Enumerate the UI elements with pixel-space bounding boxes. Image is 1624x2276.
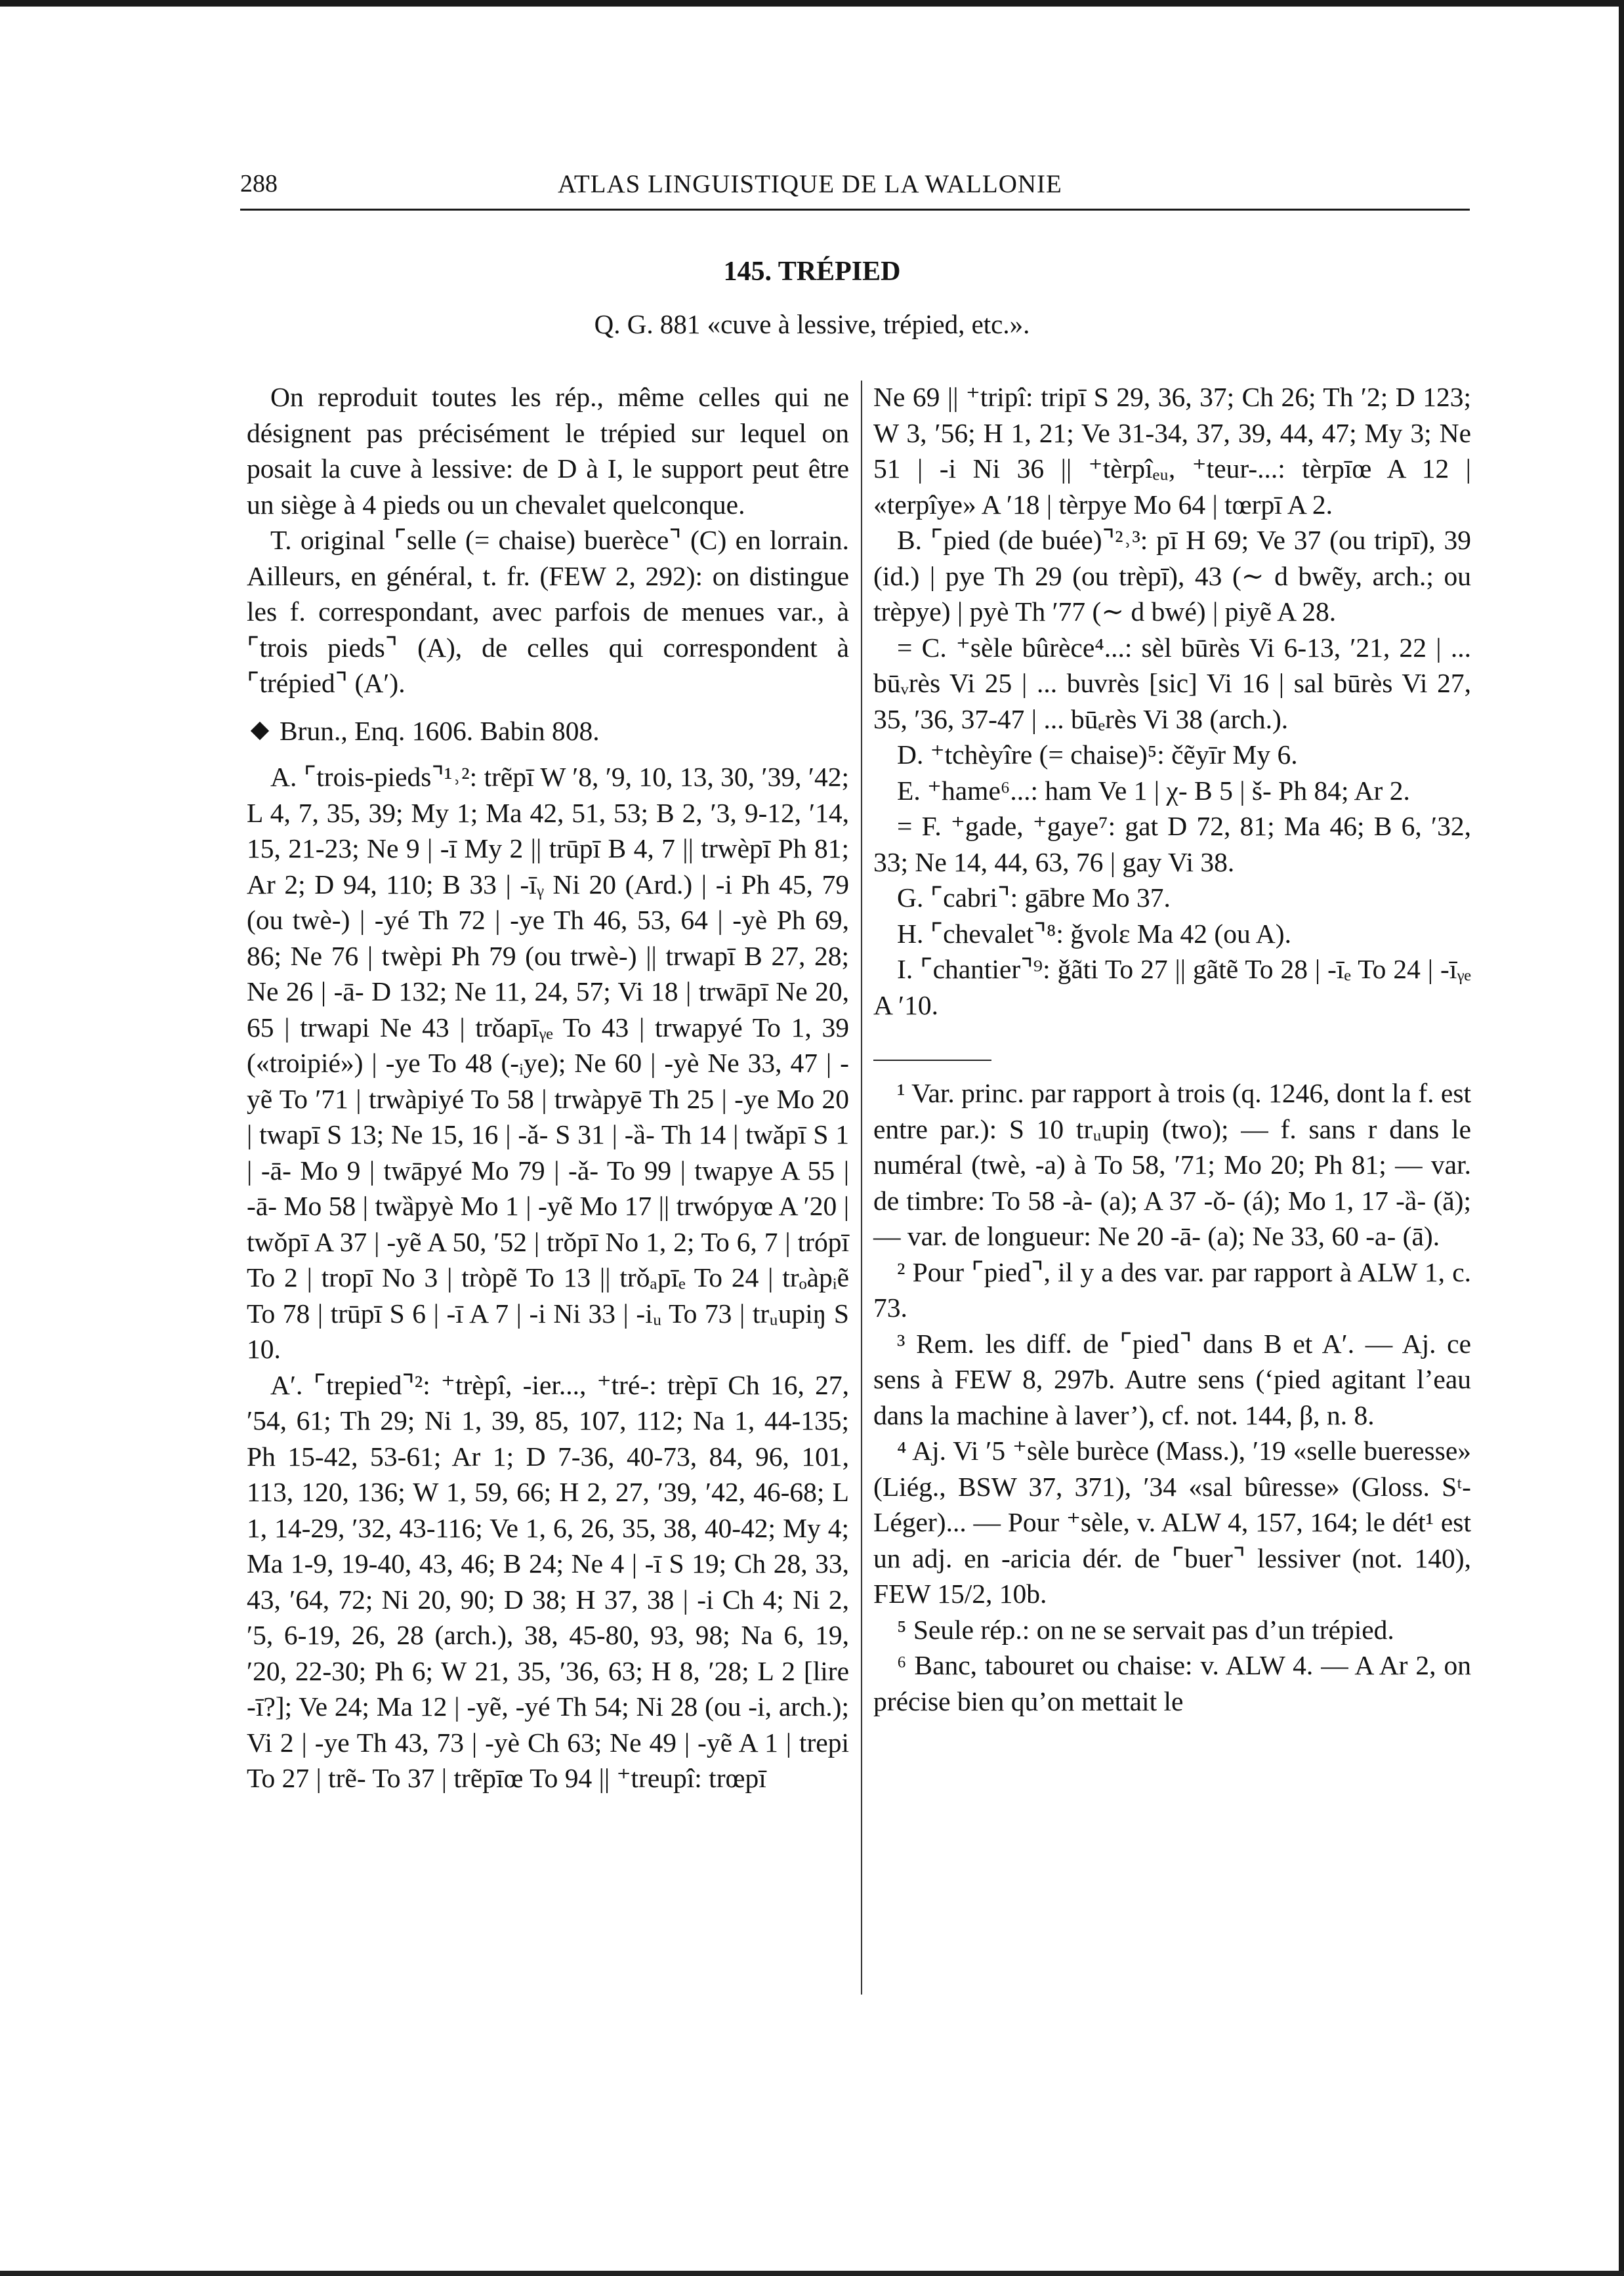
page-number: 288 <box>240 170 278 197</box>
right-column <box>873 379 1471 1719</box>
article-title: 145. TRÉPIED <box>723 257 901 287</box>
running-head: ATLAS LINGUISTIQUE DE LA WALLONIE <box>558 170 1062 198</box>
section-a-prime: A′. ⌜trepied⌝²: ⁺trèpî, -ier..., ⁺tré-: trèpī Ch 16, 27, ′54, 61; Th 29; Ni 1, 39, 85, 107, 112; Na 1, 44-135; Ph 15-42, 53-61; Ar 1; D 7-36, 40-73, 84, 96, 101, 113, 120, 136; W 1, 59, 66; H 2, 27, ′39, ′42, 46-68; L 1, 14-29, ′32, 43-116; Ve 1, 6, 26, 35, 38, 40-42; My 4; Ma 1-9, 19-40, 43, 46; B 24; Ne 4 | -ī S 19; Ch 28, 33, 43, ′64, 72; Ni 20, 90; D 38; H 37, 38 | -i Ch 4; Ni 2, ′5, 6-19, 26, 28 (arch.), 38, 45-80, 93, 98; Na 6, 19, ′20, 22-30; Ph 6; W 21, 35, ′36, 63; H 8, ′28; L 2 [lire -ī?]; Ve 24; Ma 12 | -yẽ, -yé Th 54; Ni 28 (ou -i, arch.); Vi 2 | -ye Th 43, 73 | -yè Ch 63; Ne 49 | -yẽ A 1 | trepi To 27 | trẽ- To 37 | trẽpīœ To 94 || ⁺treupî: trœpī <box>247 1369 849 1793</box>
scan-border-bottom <box>0 2271 1624 2276</box>
section-a: A. ⌜trois-pieds⌝¹˒²: trẽpī W ′8, ′9, 10, 13, 30, ′39, ′42; L 4, 7, 35, 39; My 1; Ma 42, 51, 53; B 2, ′3, 9-12, ′14, 15, 21-23; Ne 9 | -ī My 2 || trūpī B 4, 7 || trwèpī Ph 81; Ar 2; D 94, 110; B 33 | -īᵧ Ni 20 (Ard.) | -i Ph 45, 79 (ou twè-) | -yé Th 72 | -ye Th 46, 53, 64 | -yè Ph 69, 86; Ne 76 | twèpi Ph 79 (ou trwè-) || trwapī B 27, 28; Ne 26 | -ā- D 132; Ne 11, 24, 57; Vi 18 | trwāpī Ne 20, 65 | trwapi Ne 43 | trǒapīᵧₑ To 43 | trwapyé To 1, 39 («troipié») | -ye To 48 (-ᵢye); Ne 60 | -yè Ne 33, 47 | -yẽ To ′71 | trwàpiyé To 58 | trwàpyē Th 25 | -ye Mo 20 | twapī S 13; Ne 15, 16 | -ǎ- S 31 | -ȁ- Th 14 | twǎpī S 1 | -ā- Mo 9 | twāpyé Mo 79 | -ǎ- To 99 | twapye A 55 | -ā- Mo 58 | twȁpyè Mo 1 | -yẽ Mo 17 || trwópyœ A ′20 | twǒpī A 37 | -yẽ A 50, ′52 | trǒpī No 1, 2; To 6, 7 | trópī To 2 | tropī No 3 | tròpẽ To 13 || trǒₐpīₑ To 24 | trₒàpᵢẽ To 78 | trūpī S 6 | -ī A 7 | -i Ni 33 | -iᵤ To 73 | trᵤupiŋ S 10. <box>247 762 849 1364</box>
section-h: H. ⌜chevalet⌝⁸: ǧvolɛ Ma 42 (ou A). <box>897 918 1291 949</box>
article-subtitle: Q. G. 881 «cuve à lessive, trépied, etc.». <box>594 309 1030 339</box>
section-g: G. ⌜cabri⌝: gābre Mo 37. <box>897 882 1171 913</box>
section-c: = C. ⁺sèle bûrèce⁴...: sèl būrès Vi 6-13, ′21, 22 | ... būᵥrès Vi 25 | ... buvrès [sic] Vi 16 | sal būrès Vi 27, 35, ′36, 37-47 | ... būₑrès Vi 38 (arch.). <box>873 632 1471 734</box>
column-divider <box>861 381 862 1995</box>
header-rule <box>240 209 1470 211</box>
footnotes <box>873 1075 1471 1719</box>
footnote: ² Pour ⌜pied⌝, il y a des var. par rapport à ALW 1, c. 73. <box>873 1256 1471 1323</box>
diamond-bullet-icon <box>251 721 269 739</box>
section-i: I. ⌜chantier⌝⁹: ǧãti To 27 || gãtẽ To 28 | -īₑ To 24 | -īᵧₑ A ′10. <box>873 954 1471 1020</box>
left-column <box>247 379 849 1796</box>
intro-paragraph: On reproduit toutes les rép., même celles qui ne désignent pas précisément le trépied sur lequel on posait la cuve à lessive: de D à I, le support peut être un siège à 4 pieds ou un chevalet quelconque. <box>247 382 849 520</box>
section-d: D. ⁺tchèyîre (= chaise)⁵: čẽyīr My 6. <box>897 739 1298 770</box>
footnote: ⁴ Aj. Vi ′5 ⁺sèle burèce (Mass.), ′19 «selle bueresse» (Liég., BSW 37, 371), ′34 «sal bûresse» (Gloss. Sᵗ-Léger)... — Pour ⁺sèle, v. ALW 4, 157, 164; le dét¹ est un adj. en -aricia dér. de ⌜buer⌝ lessiver (not. 140), FEW 15/2, 10b. <box>873 1436 1471 1609</box>
footnote: ¹ Var. princ. par rapport à trois (q. 1246, dont la f. est entre par.): S 10 trᵤupiŋ (two); — f. sans r dans le numéral (twè, -a) à To 58, ′71; Mo 20; Ph 81; — var. de timbre: To 58 -à- (a); A 37 -ǒ- (á); Mo 1, 17 -ȁ- (ă); — var. de longueur: Ne 20 -ā- (a); Ne 33, 60 -a- (ā). <box>873 1078 1471 1251</box>
section-b: B. ⌜pied (de buée)⌝²˒³: pī H 69; Ve 37 (ou tripī), 39 (id.) | pye Th 29 (ou trèpī), 43 (∼ d bwẽy, arch.; ou trèpye) | pyè Th ′77 (∼ d bwé) | piyẽ A 28. <box>873 525 1471 627</box>
references-line <box>247 713 849 749</box>
scan-border-right <box>1619 0 1624 2276</box>
references-text: Brun., Enq. 1606. Babin 808. <box>280 715 600 746</box>
section-f: = F. ⁺gade, ⁺gaye⁷: gat D 72, 81; Ma 46; B 6, ′32, 33; Ne 14, 44, 63, 76 | gay Vi 38. <box>873 811 1471 877</box>
footnote: ⁵ Seule rép.: on ne se servait pas d’un trépied. <box>897 1614 1394 1645</box>
footnote: ³ Rem. les diff. de ⌜pied⌝ dans B et A′. — Aj. ce sens à FEW 8, 297b. Autre sens (‘pied agitant l’eau dans la machine à laver’), cf. not. 144, β, n. 8. <box>873 1328 1471 1430</box>
scan-border-top <box>0 0 1624 7</box>
footnotes-rule <box>873 1060 991 1061</box>
section-e: E. ⁺hame⁶...: ham Ve 1 | χ- B 5 | š- Ph 84; Ar 2. <box>897 775 1410 806</box>
footnote: ⁶ Banc, tabouret ou chaise: v. ALW 4. — A Ar 2, on précise bien qu’on mettait le <box>873 1650 1471 1716</box>
original-term-paragraph: T. original ⌜selle (= chaise) buerèce⌝ (C) en lorrain. Ailleurs, en général, t. fr. (FEW 2, 292): on distingue les f. correspondant, avec parfois de menues var., à ⌜trois pieds⌝ (A), de celles qui correspondent à ⌜trépied⌝ (A′). <box>247 525 849 698</box>
section-a-prime-continuation: Ne 69 || ⁺tripî: tripī S 29, 36, 37; Ch 26; Th ′2; D 123; W 3, ′56; H 1, 21; Ve 31-34, 37, 39, 44, 47; My 3; Ne 51 | -i Ni 36 || ⁺tèrpîₑᵤ, ⁺teur-...: tèrpīœ A 12 | «terpîye» A ′18 | tèrpye Mo 64 | tœrpī A 2. <box>873 382 1471 520</box>
